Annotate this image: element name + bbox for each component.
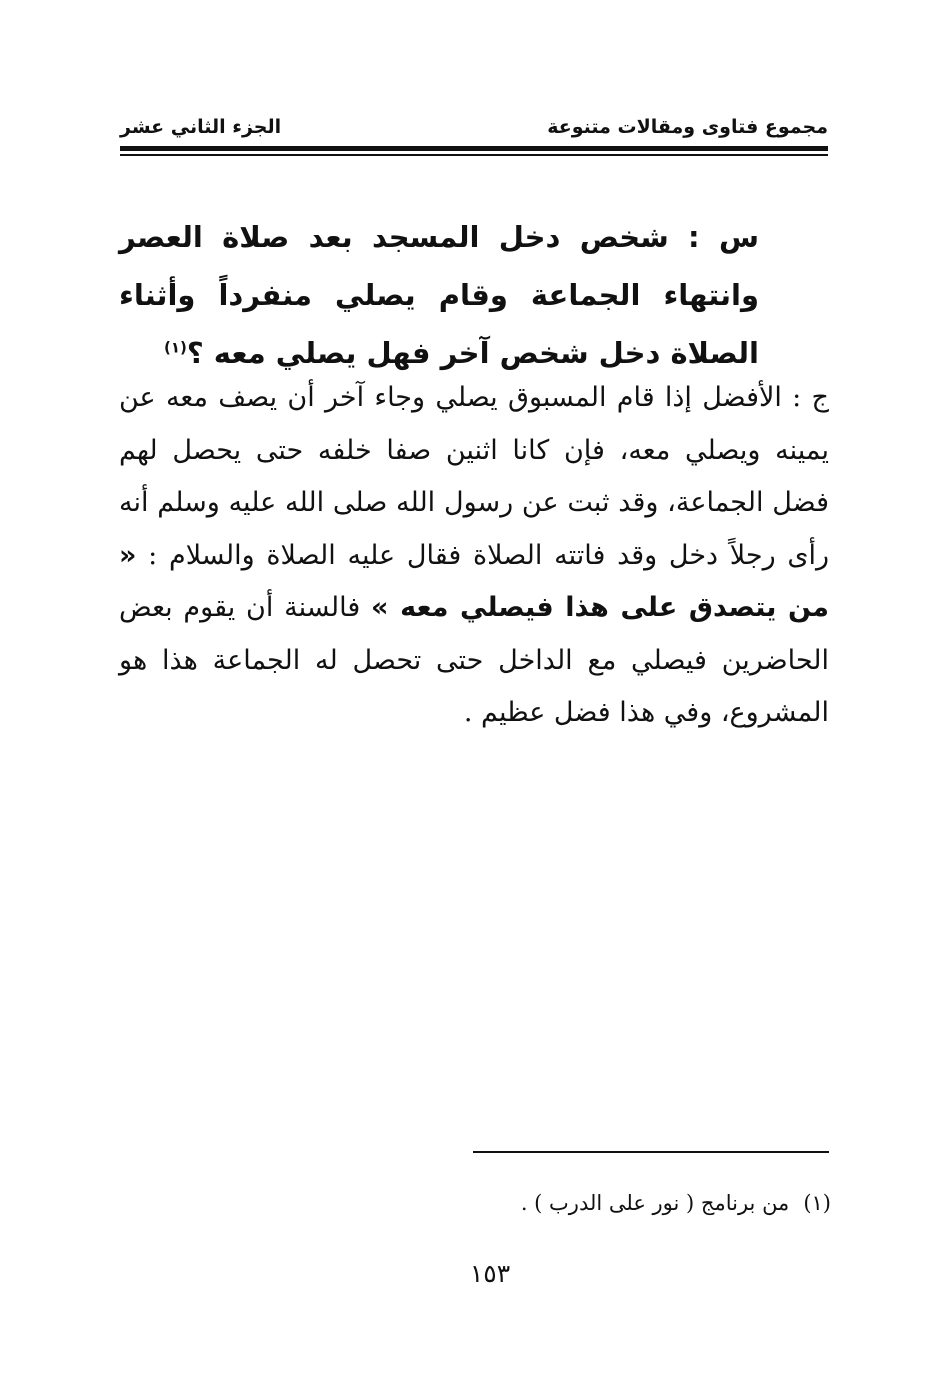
header-rule-thin	[120, 154, 828, 156]
footnote-text: من برنامج ( نور على الدرب ) .	[520, 1191, 790, 1215]
footnote-reference: (١)	[163, 338, 187, 357]
answer-text-part1: ج : الأفضل إذا قام المسبوق يصلي وجاء آخر أن يصف معه عن يمينه ويصلي معه، فإن كانا اثنين صفا خلفه حتى يحصل لهم فضل الجماعة، وقد ثبت عن رسول الله صلى الله عليه وسلم أنه رأى رجلاً دخل وقد فاتته الصلاة فقال عليه الصلاة والسلام :	[119, 382, 829, 571]
book-title: مجموع فتاوى ومقالات متنوعة	[547, 116, 828, 138]
footnote-separator	[473, 1151, 829, 1153]
question-text: س : شخص دخل المسجد بعد صلاة العصر وانتهاء الجماعة وقام يصلي منفرداً وأثناء الصلاة دخل شخص آخر فهل يصلي معه ؟	[119, 220, 759, 370]
page-header	[120, 112, 828, 142]
footnote	[331, 1188, 831, 1218]
volume-label: الجزء الثاني عشر	[120, 116, 282, 138]
page-number: ١٥٣	[469, 1259, 511, 1288]
hadith-quote: « من يتصدق على هذا فيصلي معه »	[119, 539, 829, 623]
header-rule-thick	[120, 146, 828, 151]
answer-paragraph	[119, 372, 829, 740]
answer-text-part2: فالسنة أن يقوم بعض الحاضرين فيصلي مع الداخل حتى تحصل له الجماعة هذا هو المشروع، وفي هذا فضل عظيم .	[119, 592, 829, 728]
footnote-number: (١)	[803, 1191, 831, 1215]
question-paragraph	[119, 208, 759, 382]
